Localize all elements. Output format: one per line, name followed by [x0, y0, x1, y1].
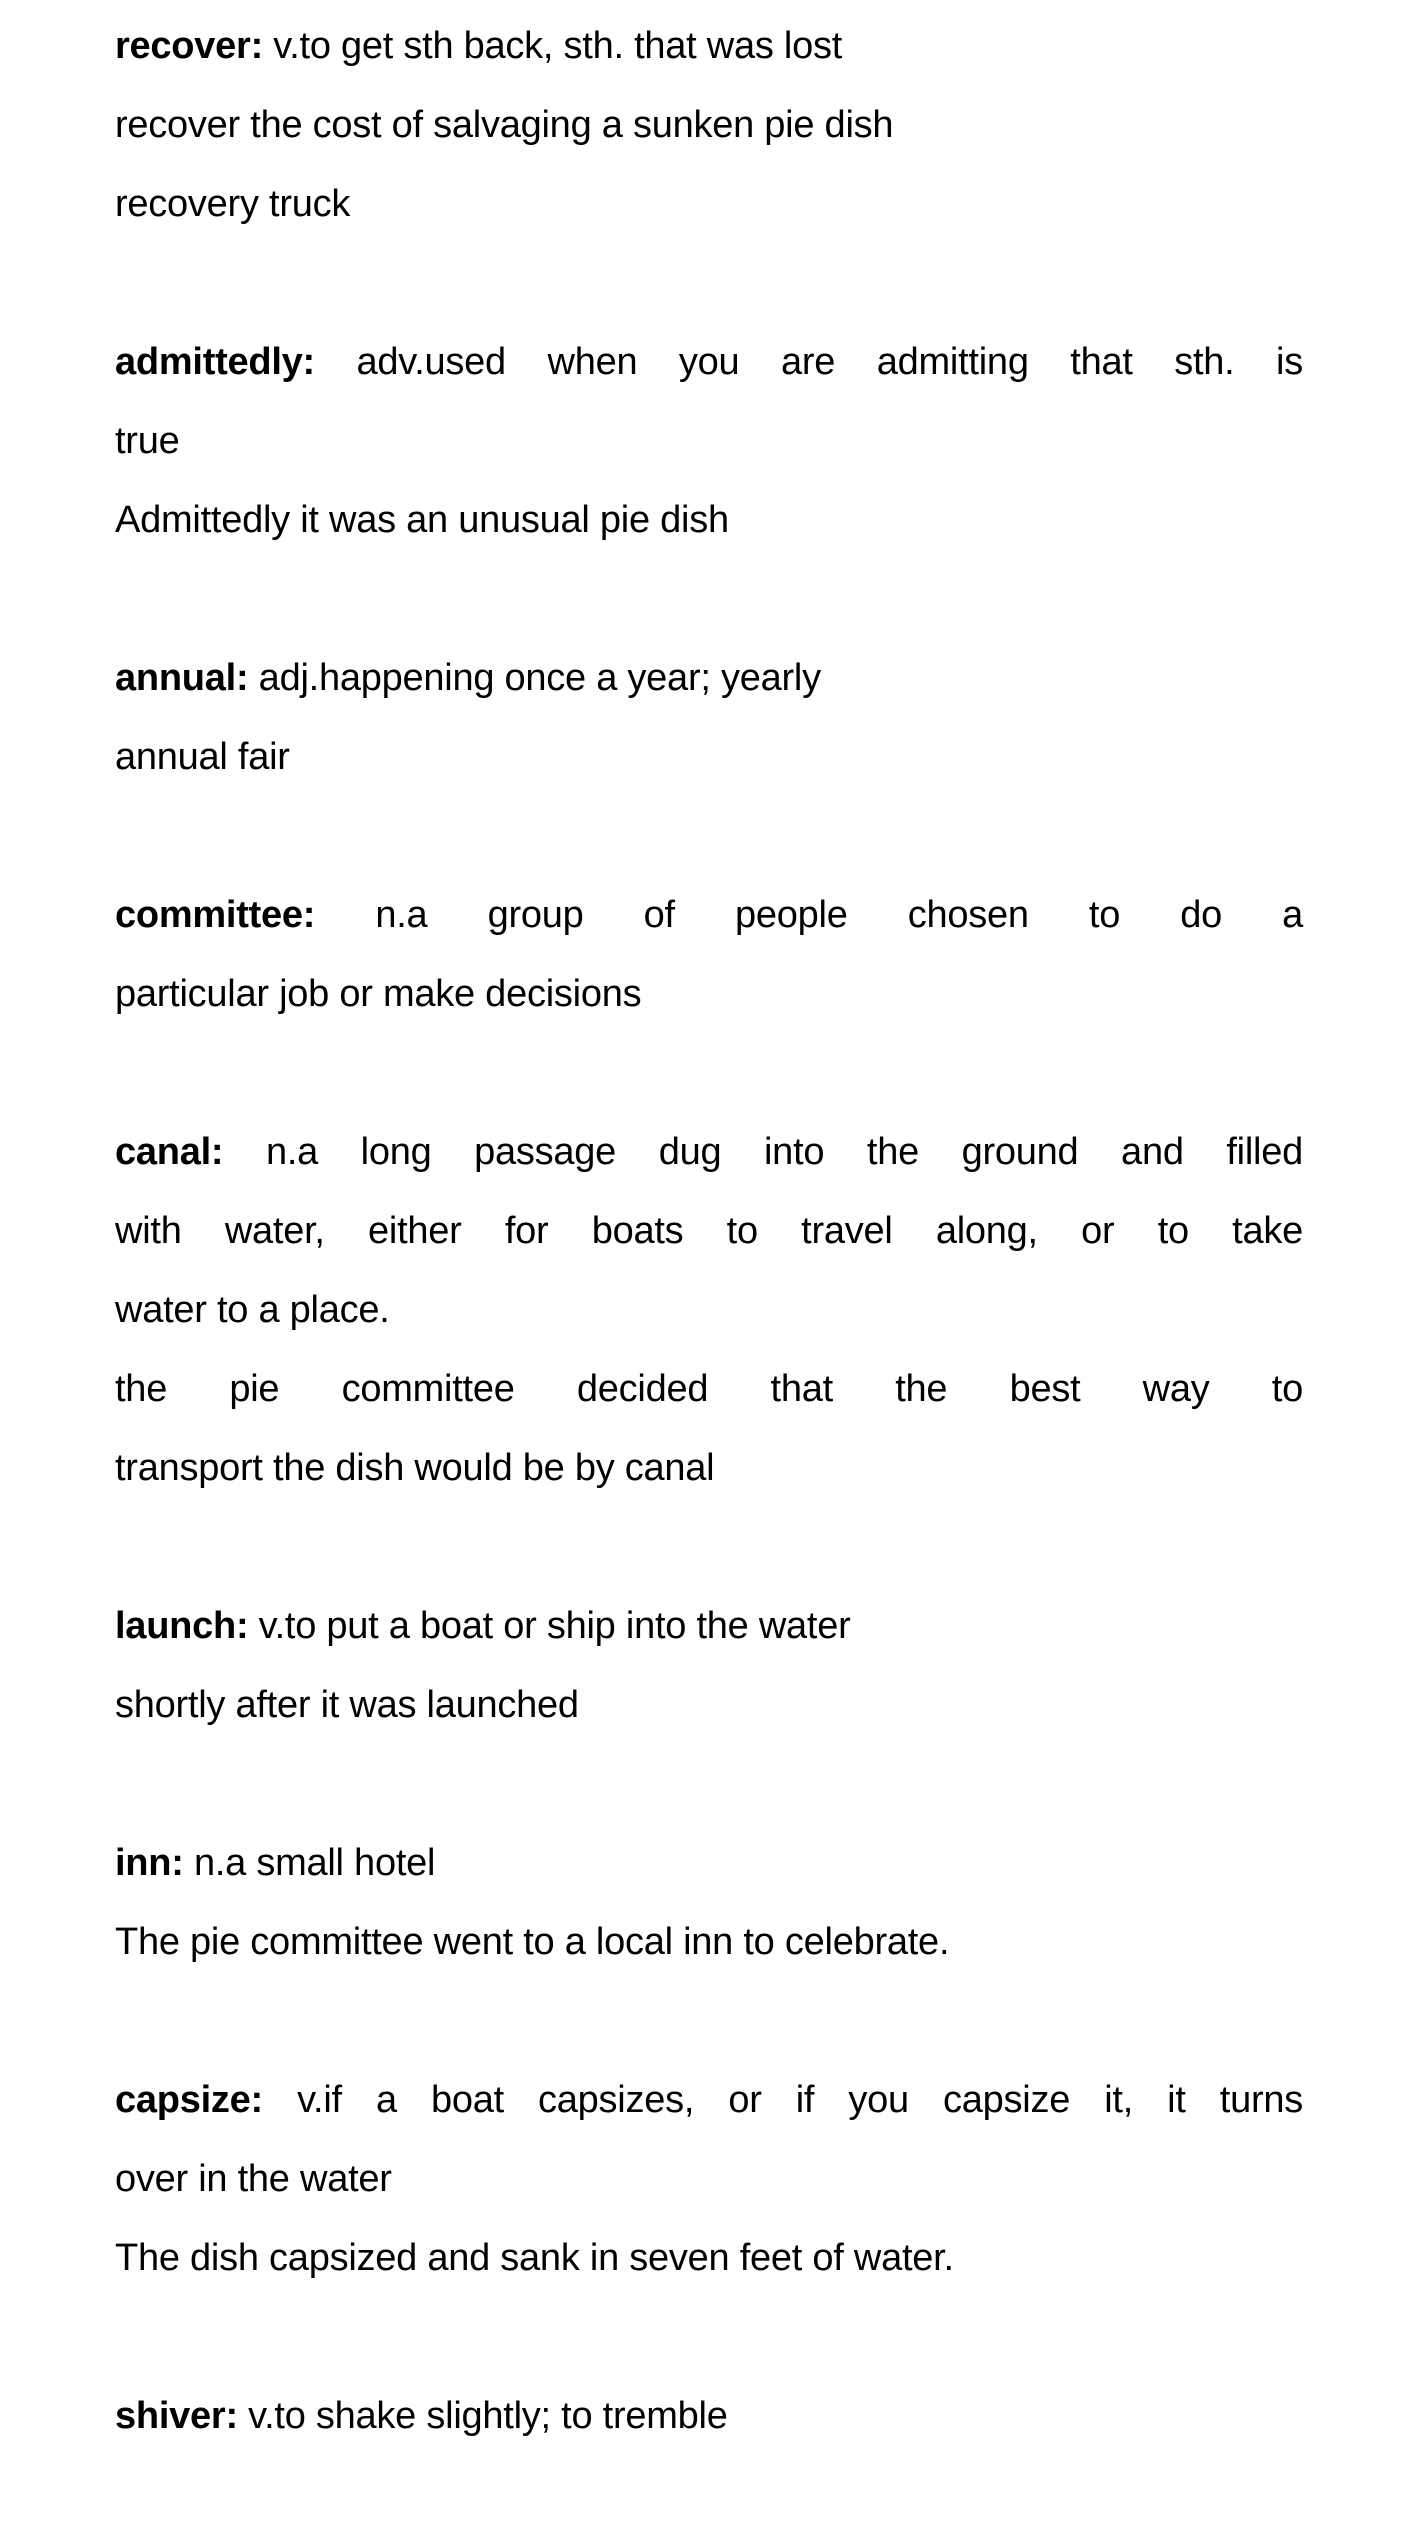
- line-text: n.a group of people chosen to do a: [315, 894, 1303, 936]
- line-text: n.a small hotel: [183, 1842, 436, 1884]
- vocab-entry-capsize: [115, 2061, 1303, 2298]
- definition-line: [115, 1271, 1303, 1350]
- line-text: over in the water: [115, 2158, 392, 2200]
- line-text: water to a place.: [115, 1289, 390, 1331]
- definition-line: [115, 955, 1303, 1034]
- definition-line: [115, 1192, 1303, 1271]
- vocab-entry-admittedly: [115, 323, 1303, 560]
- vocab-entry-recover: [115, 7, 1303, 244]
- vocab-entry-annual: [115, 639, 1303, 797]
- vocab-entry-committee: [115, 876, 1303, 1034]
- line-text: shortly after it was launched: [115, 1684, 579, 1726]
- example-line: [115, 165, 1303, 244]
- definition-line: [115, 323, 1303, 402]
- line-text: adv.used when you are admitting that sth. is: [314, 341, 1303, 383]
- line-text: transport the dish would be by canal: [115, 1447, 715, 1489]
- term-label: annual:: [115, 657, 249, 699]
- line-text: v.to shake slightly; to tremble: [237, 2395, 728, 2437]
- vocab-entry-launch: [115, 1587, 1303, 1745]
- vocab-entry-inn: [115, 1824, 1303, 1982]
- line-text: v.if a boat capsizes, or if you capsize it, it turns: [262, 2079, 1303, 2121]
- term-label: committee:: [115, 894, 316, 936]
- definition-line: [115, 7, 1303, 86]
- line-text: adj.happening once a year; yearly: [248, 657, 821, 699]
- line-text: annual fair: [115, 736, 290, 778]
- vocab-entry-canal: [115, 1113, 1303, 1508]
- example-line: [115, 2219, 1303, 2298]
- line-text: n.a long passage dug into the ground and filled: [223, 1131, 1303, 1173]
- line-text: The pie committee went to a local inn to celebrate.: [115, 1921, 950, 1963]
- line-text: the pie committee decided that the best way to: [115, 1368, 1303, 1410]
- term-label: admittedly:: [115, 341, 315, 383]
- definition-line: [115, 1824, 1303, 1903]
- example-line: [115, 481, 1303, 560]
- line-text: Admittedly it was an unusual pie dish: [115, 499, 729, 541]
- definition-line: [115, 2061, 1303, 2140]
- term-label: launch:: [115, 1605, 249, 1647]
- line-text: v.to put a boat or ship into the water: [248, 1605, 851, 1647]
- term-label: capsize:: [115, 2079, 263, 2121]
- line-text: recovery truck: [115, 183, 351, 225]
- line-text: The dish capsized and sank in seven feet of water.: [115, 2237, 954, 2279]
- definition-line: [115, 2140, 1303, 2219]
- definition-line: [115, 2377, 1303, 2456]
- definition-line: [115, 402, 1303, 481]
- definition-line: [115, 876, 1303, 955]
- example-line: [115, 1903, 1303, 1982]
- term-label: canal:: [115, 1131, 224, 1173]
- example-line: [115, 718, 1303, 797]
- line-text: with water, either for boats to travel along, or to take: [115, 1210, 1303, 1252]
- line-text: v.to get sth back, sth. that was lost: [262, 25, 843, 67]
- term-label: shiver:: [115, 2395, 238, 2437]
- line-text: particular job or make decisions: [115, 973, 642, 1015]
- example-line: [115, 1429, 1303, 1508]
- line-text: recover the cost of salvaging a sunken pie dish: [115, 104, 894, 146]
- term-label: inn:: [115, 1842, 184, 1884]
- line-text: true: [115, 420, 180, 462]
- term-label: recover:: [115, 25, 263, 67]
- definition-line: [115, 1113, 1303, 1192]
- example-line: [115, 1666, 1303, 1745]
- example-line: [115, 1350, 1303, 1429]
- definition-line: [115, 1587, 1303, 1666]
- vocab-entry-shiver: [115, 2377, 1303, 2456]
- definition-line: [115, 639, 1303, 718]
- example-line: [115, 86, 1303, 165]
